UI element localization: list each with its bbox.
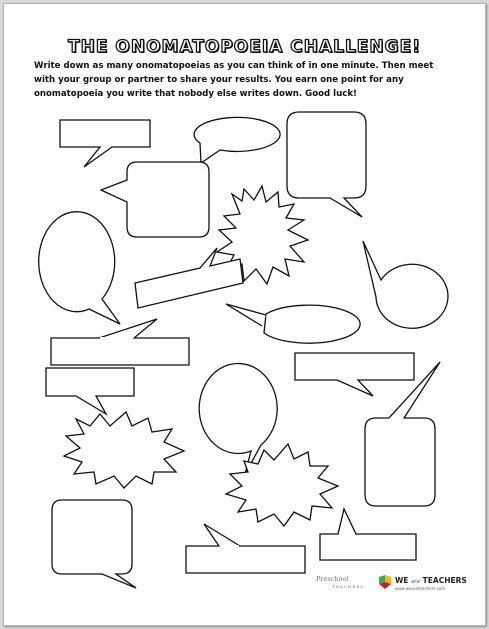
oval-speech-bubble bbox=[194, 117, 280, 163]
starburst-bubble bbox=[64, 412, 184, 488]
rect-speech-bubble-tail bbox=[338, 509, 356, 534]
rounded-speech-bubble bbox=[101, 162, 209, 237]
weareteachers-wordmark bbox=[395, 576, 467, 585]
preschool-logo-text: Preschool bbox=[316, 575, 349, 583]
worksheet-title: THE ONOMATOPOEIA CHALLENGE! bbox=[68, 37, 421, 57]
speech-bubbles-canvas bbox=[4, 4, 485, 625]
rect-speech-bubble bbox=[295, 353, 414, 396]
oval-speech-bubble bbox=[363, 241, 448, 328]
rect-speech-bubble bbox=[60, 120, 150, 167]
oval-speech-bubble bbox=[39, 212, 120, 324]
footer-logos bbox=[316, 574, 486, 596]
oval-speech-bubble bbox=[264, 305, 360, 343]
rect-speech-bubble bbox=[186, 546, 305, 573]
slanted-speech-bubble bbox=[135, 248, 243, 308]
rounded-speech-bubble bbox=[365, 362, 440, 506]
logo-url: www.weareteachers.com bbox=[395, 586, 446, 591]
rect-speech-bubble bbox=[46, 368, 134, 414]
rect-speech-bubble-tail bbox=[204, 524, 240, 546]
weareteachers-mark-icon bbox=[378, 575, 392, 589]
preschool-logo-subtext: TEACHERS bbox=[332, 584, 364, 589]
logo-we: WE bbox=[395, 576, 409, 585]
rect-speech-bubble bbox=[51, 338, 189, 365]
worksheet-instructions: Write down as many onomatopoeias as you can think of in one minute. Then meet with your group or partner to share your results. You earn one point for any onomatopoeia you write that nobody else writes down. Good luck! bbox=[34, 61, 434, 99]
logo-are: are bbox=[411, 579, 421, 585]
worksheet-page bbox=[3, 3, 486, 626]
logo-teachers: TEACHERS bbox=[422, 576, 467, 585]
oval-speech-bubble-tail bbox=[226, 304, 266, 326]
rounded-speech-bubble bbox=[52, 500, 136, 588]
starburst-bubble bbox=[226, 444, 338, 526]
rounded-speech-bubble bbox=[287, 112, 366, 217]
rect-speech-bubble-tail bbox=[99, 319, 157, 338]
rect-speech-bubble bbox=[320, 534, 416, 560]
preschool-teachers-logo bbox=[316, 576, 364, 590]
